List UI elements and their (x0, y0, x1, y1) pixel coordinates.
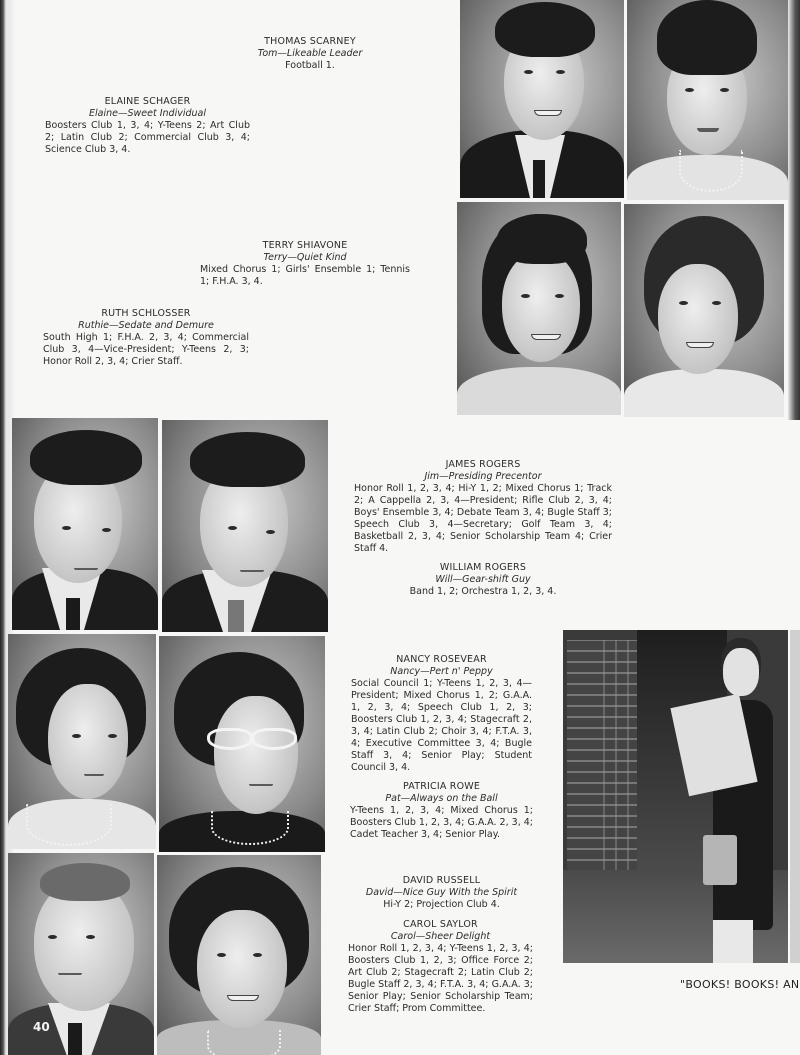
senior-entry-thomas-scarney (230, 36, 390, 72)
senior-entry-carol-saylor (348, 919, 533, 1015)
page-gutter-edge (788, 0, 800, 420)
senior-entry-patricia-rowe (350, 781, 533, 841)
senior-activities: South High 1; F.H.A. 2, 3, 4; Commercial Club 3, 4—Vice-President; Y-Teens 2, 3; Honor Roll 2, 3, 4; Crier Staff. (43, 332, 249, 367)
portrait-david-russell (8, 853, 154, 1055)
senior-name: THOMAS SCARNEY (264, 36, 356, 47)
senior-entry-william-rogers (354, 562, 612, 598)
senior-name: RUTH SCHLOSSER (101, 308, 191, 319)
senior-activities: Boosters Club 1, 3, 4; Y-Teens 2; Art Club 2; Latin Club 2; Commercial Club 3, 4; Science Club 3, 4. (45, 120, 250, 155)
senior-activities: Social Council 1; Y-Teens 1, 2, 3, 4—President; Mixed Chorus 1, 2; G.A.A. 1, 2, 3, 4; Speech Club 1, 2, 3; Boosters Club 1, 2, 3, 4; Stagecraft 2, 3, 4; Latin Club 2; Choir 3, 4; F.T.A. 3, 4; Executive Committee 3, 4; Bugle Staff 3, 4; Senior Play; Student Council 3, 4. (351, 678, 532, 773)
senior-name: JAMES ROGERS (445, 459, 521, 470)
senior-entry-james-rogers (354, 459, 612, 555)
candid-photo-books (563, 630, 800, 963)
senior-activities: Hi-Y 2; Projection Club 4. (383, 899, 500, 910)
senior-name: ELAINE SCHAGER (104, 96, 191, 107)
senior-nickname: Tom—Likeable Leader (257, 48, 363, 59)
senior-name: WILLIAM ROGERS (439, 562, 527, 573)
portrait-patricia-rowe (159, 636, 325, 852)
portrait-william-rogers (162, 420, 328, 632)
portrait-elaine-schager (627, 0, 788, 200)
senior-entry-elaine-schager (45, 96, 250, 156)
book-spine-shadow (0, 0, 8, 1055)
senior-name: TERRY SHIAVONE (262, 240, 348, 251)
senior-name: DAVID RUSSELL (402, 875, 481, 886)
senior-entry-ruth-schlosser (43, 308, 249, 368)
senior-nickname: Terry—Quiet Kind (263, 252, 347, 263)
candid-photo-caption: "BOOKS! BOOKS! AN (680, 978, 800, 991)
senior-nickname: Carol—Sheer Delight (390, 931, 491, 942)
senior-nickname: Jim—Presiding Precentor (424, 471, 542, 482)
senior-nickname: Ruthie—Sedate and Demure (78, 320, 214, 331)
senior-activities: Honor Roll 1, 2, 3, 4; Hi-Y 1, 2; Mixed Chorus 1; Track 2; A Cappella 2, 3, 4—President; Rifle Club 2, 3, 4; Boys' Ensemble 3, 4; Debate Team 3, 4; Bugle Staff 3; Speech Club 3, 4—Secretary; Golf Team 3, 4; Basketball 2, 3, 4; Senior Scholarship Team 4; Crier Staff 4. (354, 483, 612, 554)
senior-entry-david-russell (350, 875, 533, 911)
senior-name: CAROL SAYLOR (403, 919, 478, 930)
senior-entry-nancy-rosevear (351, 654, 532, 774)
senior-nickname: Elaine—Sweet Individual (89, 108, 206, 119)
senior-activities: Football 1. (285, 60, 335, 71)
senior-activities: Band 1, 2; Orchestra 1, 2, 3, 4. (409, 586, 557, 597)
senior-name: NANCY ROSEVEAR (396, 654, 487, 665)
portrait-james-rogers (12, 418, 158, 630)
portrait-ruth-schlosser (624, 204, 784, 417)
senior-nickname: David—Nice Guy With the Spirit (365, 887, 518, 898)
portrait-nancy-rosevear (8, 634, 156, 849)
senior-nickname: Nancy—Pert n' Peppy (390, 666, 493, 677)
senior-activities: Y-Teens 1, 2, 3, 4; Mixed Chorus 1; Boosters Club 1, 2, 3, 4; G.A.A. 2, 3, 4; Cadet Teacher 3, 4; Senior Play. (350, 805, 533, 840)
senior-activities: Honor Roll 1, 2, 3, 4; Y-Teens 1, 2, 3, 4; Boosters Club 1, 2, 3; Office Force 2; Art Club 2; Stagecraft 2; Latin Club 2; Bugle Staff 2, 3, 4; F.T.A. 3, 4; G.A.A. 3; Senior Play; Senior Scholarship Team; Crier Staff; Prom Committee. (348, 943, 533, 1014)
portrait-carol-saylor (157, 855, 321, 1055)
senior-name: PATRICIA ROWE (402, 781, 481, 792)
senior-entry-terry-shiavone (200, 240, 410, 288)
portrait-thomas-scarney (460, 0, 624, 198)
page-number: 40 (33, 1020, 50, 1034)
senior-activities: Mixed Chorus 1; Girls' Ensemble 1; Tennis 1; F.H.A. 3, 4. (200, 264, 410, 287)
portrait-terry-shiavone (457, 202, 621, 415)
senior-nickname: Will—Gear-shift Guy (435, 574, 531, 585)
senior-nickname: Pat—Always on the Ball (385, 793, 498, 804)
